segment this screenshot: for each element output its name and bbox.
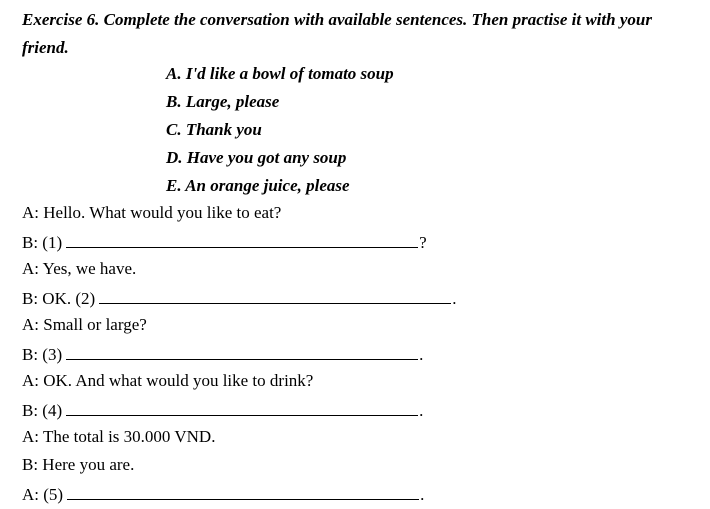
- dialogue-line: [22, 311, 456, 339]
- option-c: C. Thank you: [166, 120, 262, 139]
- dialogue-text: B: (1): [22, 233, 63, 252]
- answer-blank[interactable]: [66, 339, 418, 360]
- answer-options-list: [166, 60, 394, 200]
- dialogue-text: A: OK. And what would you like to drink?: [22, 371, 314, 390]
- end-punctuation: .: [419, 401, 424, 420]
- dialogue-line: [22, 451, 456, 479]
- end-punctuation: .: [419, 345, 424, 364]
- end-punctuation: ?: [419, 233, 427, 252]
- option-e: E. An orange juice, please: [166, 176, 350, 195]
- dialogue-text: A: Small or large?: [22, 315, 147, 334]
- dialogue-line: [22, 255, 456, 283]
- answer-blank[interactable]: [67, 479, 419, 500]
- dialogue-line: [22, 479, 456, 507]
- option-a: A. I'd like a bowl of tomato soup: [166, 64, 394, 83]
- option-d: D. Have you got any soup: [166, 148, 347, 167]
- end-punctuation: .: [420, 485, 425, 504]
- dialogue-text: A: (5): [22, 485, 64, 504]
- dialogue-text: B: OK. (2): [22, 289, 96, 308]
- dialogue-text: B: (3): [22, 345, 63, 364]
- dialogue-line: [22, 199, 456, 227]
- dialogue-line: [22, 339, 456, 367]
- end-punctuation: .: [452, 289, 457, 308]
- option-b: B. Large, please: [166, 92, 280, 111]
- dialogue-text: A: Hello. What would you like to eat?: [22, 203, 282, 222]
- dialogue-line: [22, 367, 456, 395]
- dialogue-line: [22, 423, 456, 451]
- dialogue-line: [22, 227, 456, 255]
- dialogue-text: A: Yes, we have.: [22, 259, 137, 278]
- answer-blank[interactable]: [66, 227, 418, 248]
- dialogue-text: B: Here you are.: [22, 455, 135, 474]
- dialogue-text: A: The total is 30.000 VND.: [22, 427, 216, 446]
- answer-blank[interactable]: [66, 395, 418, 416]
- conversation: [22, 199, 456, 507]
- dialogue-text: B: (4): [22, 401, 63, 420]
- exercise-title: Exercise 6. Complete the conversation with available sentences. Then practise it with your friend.: [22, 10, 652, 57]
- dialogue-line: [22, 395, 456, 423]
- dialogue-line: [22, 283, 456, 311]
- answer-blank[interactable]: [99, 283, 451, 304]
